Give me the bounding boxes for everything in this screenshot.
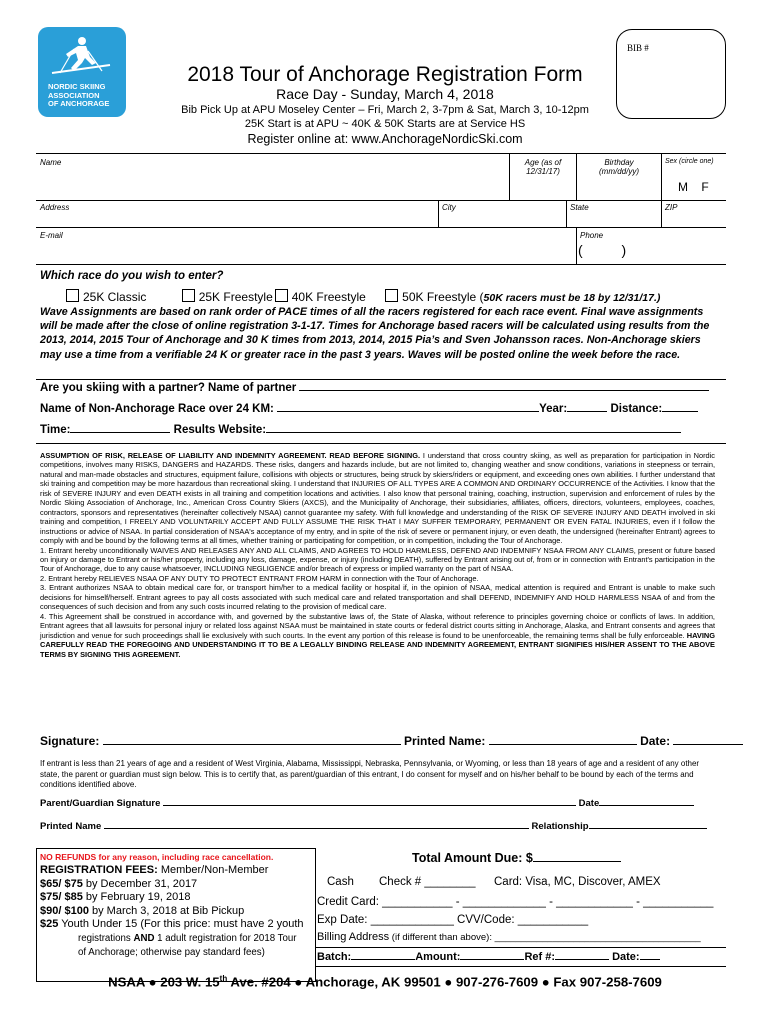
cash-option[interactable]: Cash	[327, 876, 354, 888]
credit-card-field[interactable]: Credit Card: ___________ - _____________ - ____________ - ___________	[317, 896, 714, 908]
phone-field[interactable]: ( )	[578, 242, 627, 258]
checkbox-icon[interactable]	[385, 289, 398, 302]
time-website-field[interactable]: Time: Results Website:	[40, 424, 681, 436]
start-locations: 25K Start is at APU ~ 40K & 50K Starts are at Service HS	[244, 118, 526, 130]
wave-assignments: Wave Assignments are based on rank order of PACE times of all the racers registered for each race event. Final wave assignments will be made after the close of online registration 3-1-17. Times for Anchorage based racers will be calculated using results from the 2013, 2014, 2015 Tour of Anchorage and 30 K times from 2013, 2014, 2015 Pia’s and Sven Johansson races. Non-Anchorage skiers may use a time from a verifiable 24 K or greater race in the past 3 years. Waves will be posted online the week before the race.	[40, 306, 710, 361]
footer-contact: NSAA ● 203 W. 15th Ave. #204 ● Anchorage, AK 99501 ● 907-276-7609 ● Fax 907-258-7609	[108, 974, 662, 990]
age-field[interactable]: Age (as of 12/31/17)	[524, 158, 562, 176]
check-number-field[interactable]: Check # ________	[379, 876, 476, 888]
office-use-row[interactable]: Batch: Amount: Ref #: Date:	[317, 951, 660, 963]
total-amount-due[interactable]: Total Amount Due: $	[412, 851, 621, 865]
race-question: Which race do you wish to enter?	[40, 270, 224, 282]
sex-options[interactable]: M F	[678, 180, 709, 194]
form-title: 2018 Tour of Anchorage Registration Form	[187, 63, 583, 86]
race-option-40k-freestyle[interactable]: 40K Freestyle	[275, 290, 366, 304]
billing-address-field[interactable]: Billing Address (if different than above): _______________________________________	[317, 931, 701, 943]
fees-list: REGISTRATION FEES: Member/Non-Member $65/ $75 by December 31, 2017 $75/ $85 by February 19, 2018 $90/ $100 by March 3, 2018 at Bib Pickup $25 Youth Under 15 (For this price: must have 2 youth registrations AND 1 adult registration for 2018 Tour of Anchorage; otherwise pay standard fees)	[40, 864, 304, 958]
parent-signature-row[interactable]: Parent/Guardian Signature Date	[40, 798, 694, 809]
partner-field[interactable]: Are you skiing with a partner? Name of partner	[40, 382, 709, 394]
name-field[interactable]: Name	[40, 158, 62, 167]
minor-consent-text: If entrant is less than 21 years of age and a resident of West Virginia, Alabama, Mississippi, Nebraska, Pennsylvania, or Wyoming, or less than 18 years of age and a resident of any other state, the parent or guardian must sign below. This is to certify that, as parent/guardian of this entrant, I do consent for myself and on his/her behalf to be bound by each of the terms and conditions identified above.	[40, 759, 700, 789]
no-refunds: NO REFUNDS for any reason, including race cancellation.	[40, 852, 274, 862]
city-field[interactable]: City	[442, 203, 456, 212]
zip-field[interactable]: ZIP	[665, 203, 678, 212]
birthday-field[interactable]: Birthday (mm/dd/yy)	[599, 158, 639, 176]
parent-printed-row[interactable]: Printed Name Relationship	[40, 821, 707, 832]
bib-label: BIB #	[627, 43, 649, 53]
phone-label: Phone	[580, 231, 604, 240]
signature-row[interactable]: Signature: Printed Name: Date:	[40, 734, 743, 748]
race-options	[66, 289, 660, 304]
checkbox-icon[interactable]	[275, 289, 288, 302]
bib-pickup-info: Bib Pick Up at APU Moseley Center – Fri, March 2, 3-7pm & Sat, March 3, 10-12pm	[181, 104, 589, 116]
logo-text: NORDIC SKIING ASSOCIATION OF ANCHORAGE	[48, 82, 110, 108]
card-types: Card: Visa, MC, Discover, AMEX	[494, 876, 661, 888]
race-day: Race Day - Sunday, March 4, 2018	[276, 86, 494, 102]
checkbox-icon[interactable]	[182, 289, 195, 302]
sex-label: Sex (circle one)	[665, 158, 714, 165]
race-option-25k-freestyle[interactable]: 25K Freestyle	[182, 290, 273, 304]
email-field[interactable]: E-mail	[40, 231, 63, 240]
liability-agreement: ASSUMPTION OF RISK, RELEASE OF LIABILITY AND INDEMNITY AGREEMENT. READ BEFORE SIGNING. I understand that cross country skiing, as well as preparation for participation in Nordic competitions, involves many RISKS, DANGERS and HAZARDS. These risks, dangers and hazards include, but are not limited to, changing weather and snow conditions, variations in steepness or terrain, natural and man-made obstacles and structures, equipment failure, collisions with objects or structures, being struck by skiers/riders or equipment, and exceeding ones own abilities. I further understand that ski training and competition may be more hazardous than recreational skiing. I understand that INJURIES OF ALL TYPES ARE A COMMON AND ORDINARY OCCURRENCE of the Activities. I know that the risk of SEVERE INJURY and even DEATH exists in all training and competition locations and activities. I also know that personal training, coaching, instruction, supervision and enforcement of rules by the Nordic Skiing Association of Anchorage, Inc., American Cross Country Skiers (AXCS), and the Municipality of Anchorage, their subsidiaries, affiliates, officers, directors, volunteers, employees, coaches, contractors, sponsors and representatives (hereinafter collectively NSAA) cannot guarantee my safety. With full knowledge and understanding of the RISK OF SEVERE INJURY AND DEATH involved in ski training and competition, I FREELY AND VOLUNTARILY ACCEPT AND FULLY ASSUME THE RISK THAT I MAY SUFFER TEMPORARY, PERMANENT OR EVEN FATAL INJURIES, even if I follow the instructions or advice of NSAA. In partial consideration of NSAA's acceptance of my entry, and in spite of the risk of severe or permanent injury, or even death, the undersigned (hereinafter Entrant) agrees to comply with and be bound by the following terms at all times, whether training or participating for competition, or in competition, including the Tour of Anchorage. 1. Entrant hereby unconditionally WAIVES AND RELEASES ANY AND ALL CLAIMS, AND AGREES TO HOLD HARMLESS, DEFEND AND INDEMNIFY NSAA FROM ANY CLAIMS, present or future based on injury or damage to Entrant or his/her property, including any loss, damage, expense, or injury (including DEATH), suffered by Entrant arising out of, from or in connection with Entrant's participation in the Tour of Anchorage, due to any cause whatsoever, INCLUDING NEGLIGENCE and/or breach of express or implied warranty on the part of NSAA. 2. Entrant hereby RELIEVES NSAA OF ANY DUTY TO PROTECT ENTRANT FROM HARM in connection with the Tour of Anchorage. 3. Entrant authorizes NSAA to obtain medical care for, or transport him/her to a medical facility or hospital if, in the opinion of NSAA, medical attention is required and Entrant is unable to make such decisions for himself/herself. Entrant agrees to pay all costs associated with such medical care and related transportation and shall DEFEND, INDEMNIFY AND HOLD HARMLESS NSAA of and from the consequences of such decision and from any such costs incurred relating to the provision of medical care. 4. This Agreement shall be construed in accordance with, and governed by the substantive laws of, the State of Alaska, without reference to principles governing choice or conflicts of laws. In addition, Entrant agrees that all lawsuits for personal injury or related loss against NSAA must be maintained in state courts or federal district courts sitting in Anchorage, Alaska, and Entrant consents and agrees that jurisdiction and venue for such proceedings shall lie exclusively with such courts. In the event any portion of this release is found to be unenforceable, the remaining terms shall be fully enforceable. HAVING CAREFULLY READ THE FOREGOING AND UNDERSTANDING IT TO BE A LEGALLY BINDING RELEASE AND INDEMNITY AGREEMENT, ENTRANT SIGNIFIES HIS/HER ASSENT TO THE ABOVE TERMS BY SIGNING THIS AGREEMENT.	[40, 451, 716, 659]
address-field[interactable]: Address	[40, 203, 70, 212]
register-online: Register online at: www.AnchorageNordicSki.com	[247, 132, 523, 146]
checkbox-icon[interactable]	[66, 289, 79, 302]
exp-cvv-field[interactable]: Exp Date: _____________ CVV/Code: ___________	[317, 914, 589, 926]
race-option-25k-classic[interactable]: 25K Classic	[66, 290, 146, 304]
race-option-50k-freestyle[interactable]: 50K Freestyle (50K racers must be 18 by 12/31/17.)	[385, 290, 660, 304]
state-field[interactable]: State	[570, 203, 589, 212]
non-anchorage-race-field[interactable]: Name of Non-Anchorage Race over 24 KM: Year: Distance:	[40, 403, 698, 415]
